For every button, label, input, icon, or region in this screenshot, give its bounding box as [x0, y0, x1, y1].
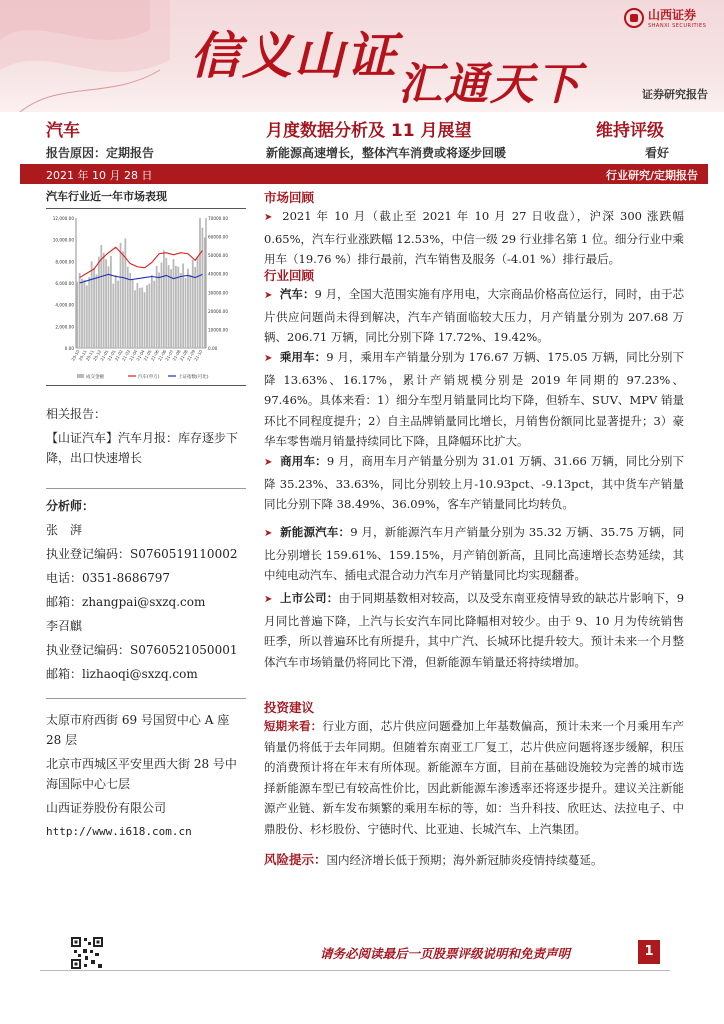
analyst-email-link[interactable]: 邮箱：zhangpai@sxzq.com: [46, 595, 206, 609]
related-report-link[interactable]: 【山证汽车】汽车月报：库存逐步下降，出口快速增长: [46, 431, 239, 465]
analyst-name: 李召麒: [46, 619, 83, 633]
risk-label: 风险提示：: [264, 852, 327, 867]
x-tick-label: 21-06: [157, 349, 168, 362]
volume-bar: [110, 256, 112, 348]
volume-bar: [139, 288, 141, 348]
volume-bar: [180, 273, 182, 348]
page-number: 1: [638, 940, 660, 964]
legend-label: 成交金额: [86, 375, 104, 380]
x-tick-label: 21-04: [135, 349, 146, 362]
y-tick-left: 4,000.00: [55, 302, 74, 308]
volume-bar: [185, 278, 187, 348]
x-tick-label: 21-08: [178, 349, 189, 362]
volume-bar: [98, 257, 100, 348]
page-subtitle: 新能源高速增长，整体汽车消费或将逐步回暖: [266, 146, 507, 160]
volume-bar: [88, 277, 90, 348]
volume-bar: [161, 262, 163, 348]
volume-bar: [93, 268, 95, 348]
report-kind: 证券研究报告: [642, 88, 708, 101]
item-label: 汽车：: [279, 287, 315, 301]
volume-bar: [168, 265, 170, 348]
x-tick-label: 21-08: [171, 349, 182, 362]
volume-bar: [153, 281, 155, 348]
y-tick-right: 60000.00: [208, 234, 228, 240]
x-tick-label: 21-05: [142, 349, 153, 362]
volume-bar: [103, 253, 105, 348]
x-tick-label: 20-11: [77, 349, 88, 362]
chart-title: 汽车行业近一年市场表现: [46, 190, 167, 203]
volume-bar: [117, 281, 119, 348]
market-performance-chart: [46, 210, 246, 386]
item-body: 9 月，商用车月产销量分别为 31.01 万辆、31.66 万辆，同比分别下降 35.23%、33.63%，同比分别较上月-10.93pct、-9.13pct，其中货车产销量同比分别下降 38.49%、36.09%，客车产销量同比均转负。: [264, 454, 685, 512]
address-beijing: 北京市西城区平安里西大街 28 号中海国际中心七层: [46, 757, 237, 791]
x-tick-label: 21-10: [193, 349, 204, 362]
y-tick-left: 2,000.00: [55, 324, 74, 330]
y-tick-left: 10,000.00: [52, 237, 74, 243]
volume-bar: [96, 274, 98, 348]
x-tick-label: 21-01: [106, 349, 117, 362]
x-tick-label: 21-09: [185, 349, 197, 362]
volume-bar: [122, 251, 124, 348]
item-body: 9 月，乘用车产销量分别为 176.67 万辆、175.05 万辆，同比分别下降 13.63%、16.17%，累计产销规模分别是 2019 年同期的 97.23%、97.46%。具体来看：1）细分车型月销量同比均下降，但轿车、SUV、MPV 销量环比不同程度提升；2）自主品牌销量同比增长，月销售份额同比显著提升；3）豪华车零售端月销量持续同比下降，且降幅环比扩大。: [264, 350, 684, 449]
volume-bar: [76, 282, 78, 348]
industry-item: [264, 522, 684, 586]
chart-divider-top: [46, 208, 246, 209]
logo-en: SHANXI SECURITIES: [648, 23, 707, 29]
x-tick-label: 20-11: [84, 349, 95, 362]
disclaimer-note: 请务必阅读最后一页股票评级说明和免责声明: [320, 946, 571, 961]
analyst-cert: 执业登记编码：S0760519110002: [46, 547, 238, 561]
y-tick-right: 30000.00: [208, 290, 228, 296]
volume-bar: [81, 279, 83, 348]
volume-bar: [124, 239, 126, 348]
volume-bar: [192, 260, 194, 348]
volume-bar: [163, 251, 165, 349]
volume-bar: [105, 259, 107, 348]
item-body: 9 月，新能源汽车月产销量分别为 35.32 万辆、35.75 万辆，同比分别增长 159.61%、159.15%，月产销创新高，且同比高速增长态势延续，其中纯电动汽车、插电式混合动力汽车月产销量同比均实现翻番。: [264, 525, 685, 583]
header-row-subtitle: [0, 140, 724, 164]
slogan-part2: 汇通天下: [398, 59, 582, 110]
y-tick-left: 8,000.00: [55, 259, 74, 265]
industry-item: [264, 284, 684, 348]
outlook-label: 看好: [645, 146, 670, 160]
volume-bar: [149, 284, 151, 348]
legend-label: 汽车(申万): [138, 375, 160, 380]
report-reason: 报告原因：定期报告: [46, 146, 155, 160]
volume-bar: [136, 283, 138, 348]
bullet-arrow-icon: ➤: [264, 457, 273, 468]
market-review-body: 2021 年 10 月（截止至 2021 年 10 月 27 日收盘），沪深 300 涨跌幅 0.65%，汽车行业涨跌幅 12.53%，中信一级 29 行业排名第 1 位。细分行业中乘用车（19.76 %）排行最前，汽车销售及服务（-4.01 %）排行最后。: [264, 209, 684, 267]
rating-label: 维持评级: [596, 121, 664, 141]
analyst-email-link[interactable]: 邮箱：lizhaoqi@sxzq.com: [46, 667, 198, 681]
header-row-title: [0, 112, 724, 140]
volume-bar: [144, 292, 146, 348]
volume-bar: [79, 273, 81, 348]
divider: [46, 488, 246, 489]
y-tick-right: 50000.00: [208, 253, 228, 259]
chart-divider-bottom: [46, 385, 246, 386]
x-tick-label: 21-04: [128, 349, 139, 362]
x-tick-label: 20-12: [92, 349, 103, 362]
volume-bar: [120, 243, 122, 348]
volume-bar: [132, 279, 134, 348]
bullet-arrow-icon: ➤: [264, 353, 273, 364]
y-tick-left: 0.00: [64, 346, 74, 351]
y-tick-right: 20000.00: [208, 308, 228, 314]
y-tick-right: 40000.00: [208, 271, 228, 277]
x-tick-label: 21-01: [99, 349, 110, 362]
volume-bar: [141, 288, 143, 348]
volume-bar: [84, 280, 86, 348]
volume-bar: [129, 273, 131, 348]
volume-bar: [194, 267, 196, 348]
item-label: 上市公司：: [280, 591, 339, 605]
address-taiyuan: 太原市府西街 69 号国贸中心 A 座 28 层: [46, 713, 230, 747]
x-tick-label: 21-02: [113, 349, 124, 362]
bullet-arrow-icon: ➤: [264, 594, 273, 605]
section-investment-advice: 投资建议: [264, 700, 315, 715]
y-tick-right: 10000.00: [208, 327, 228, 333]
x-tick-label: 20-10: [70, 349, 81, 362]
analyst-label: 分析师：: [46, 499, 95, 513]
divider: [46, 698, 246, 699]
bullet-arrow-icon: ➤: [264, 290, 273, 301]
page-title: 月度数据分析及 11 月展望: [266, 121, 472, 141]
advice-body: 行业方面，芯片供应问题叠加上年基数偏高，预计未来一个月乘用车产销量仍将低于去年同期。但随着东南亚工厂复工，芯片供应问题将逐步缓解，积压的消费预计将在年末有所体现。新能源车方面，目前在基础设施较为完善的城市选择新能源车型已有较高性价比，因此新能源车渗透率还将逐步提升。建议关注新能源产业链、新车发布频繁的乘用车标的等，如：当升科技、欣旺达、法拉电子、中鼎股份、杉杉股份、宁德时代、比亚迪、长城汽车、上汽集团。: [264, 719, 684, 836]
volume-bar: [91, 261, 93, 348]
report-date: 2021 年 10 月 28 日: [46, 169, 153, 182]
volume-bar: [108, 266, 110, 348]
bullet-arrow-icon: ➤: [264, 528, 273, 539]
item-label: 商用车：: [280, 454, 327, 468]
section-market-review: 市场回顾: [264, 190, 315, 205]
item-label: 新能源汽车：: [280, 525, 351, 539]
item-body: 9 月，全国大范围实施有序用电，大宗商品价格高位运行，同时，由于芯片供应问题尚未得到解决，汽车产销面临较大压力，月产销量分别为 207.68 万辆、206.71 万辆，同比分别下降 17.72%、19.42%。: [264, 287, 685, 345]
analyst-phone: 电话：0351-8686797: [46, 571, 171, 585]
y-tick-right: 70000.00: [208, 216, 228, 221]
volume-bar: [134, 290, 136, 348]
industry-item: [264, 451, 684, 515]
related-label: 相关报告：: [46, 407, 107, 421]
risk-warning: [264, 850, 684, 871]
volume-bar: [170, 269, 172, 348]
footer-divider: [40, 970, 670, 971]
y-tick-right: 0.00: [208, 346, 218, 351]
x-tick-label: 21-03: [120, 349, 132, 362]
risk-body: 国内经济增长低于预期；海外新冠肺炎疫情持续蔓延。: [326, 853, 603, 867]
item-body: 由于同期基数相对较高，以及受东南亚疫情导致的缺芯片影响下，9 月同比普遍下降，上汽与长安汽车同比降幅相对较少。由于 9、10 月为传统销售旺季，所以普遍环比有所提升，其中广汽、长城环比提升较大。预计未来一个月整体汽车市场销量仍将同比下滑，但新能源车销量还将持续增加。: [264, 591, 685, 669]
left-column: [46, 188, 246, 388]
volume-bar: [173, 259, 175, 348]
y-tick-left: 12,000.00: [52, 216, 74, 221]
item-label: 乘用车：: [279, 350, 327, 364]
header-banner: [0, 0, 724, 112]
industry-item: [264, 588, 684, 672]
website-link[interactable]: http://www.i618.com.cn: [46, 825, 192, 838]
date-bar: [20, 164, 708, 184]
volume-bar: [201, 228, 203, 348]
company-logo: [624, 6, 706, 29]
volume-bar: [151, 275, 153, 348]
logo-name: 山西证券: [648, 8, 697, 22]
advice-label: 短期来看：: [264, 719, 323, 733]
volume-bar: [86, 285, 88, 348]
industry-label: 汽车: [46, 121, 80, 141]
volume-bar: [112, 284, 114, 348]
analyst-name: 张 湃: [46, 523, 83, 537]
volume-bar: [165, 258, 167, 348]
qr-code-icon: [70, 936, 104, 970]
market-review-text: [264, 206, 684, 270]
volume-bar: [204, 238, 206, 349]
logo-mark-icon: [624, 8, 644, 28]
x-tick-label: 21-07: [164, 349, 175, 362]
volume-bar: [199, 218, 201, 348]
volume-bar: [115, 275, 117, 348]
industry-item: [264, 347, 684, 452]
investment-advice-text: [264, 716, 684, 840]
volume-bar: [189, 275, 191, 348]
section-industry-review: 行业回顾: [264, 268, 315, 283]
volume-bar: [158, 272, 160, 348]
volume-bar: [177, 267, 179, 348]
slogan-part1: 信义山证: [190, 27, 398, 85]
legend-swatch: [77, 374, 84, 378]
y-tick-left: 6,000.00: [55, 281, 74, 286]
company-name: 山西证券股份有限公司: [46, 801, 167, 815]
volume-bar: [146, 285, 148, 348]
x-tick-label: 21-06: [149, 349, 160, 362]
legend-label: 上证指数(可比): [178, 375, 209, 380]
volume-bar: [187, 269, 189, 348]
analyst-cert: 执业登记编码：S0760521050001: [46, 643, 238, 657]
volume-bar: [197, 256, 199, 348]
volume-bar: [156, 266, 158, 348]
bullet-arrow-icon: ➤: [264, 212, 273, 223]
report-type: 行业研究/定期报告: [605, 169, 698, 182]
